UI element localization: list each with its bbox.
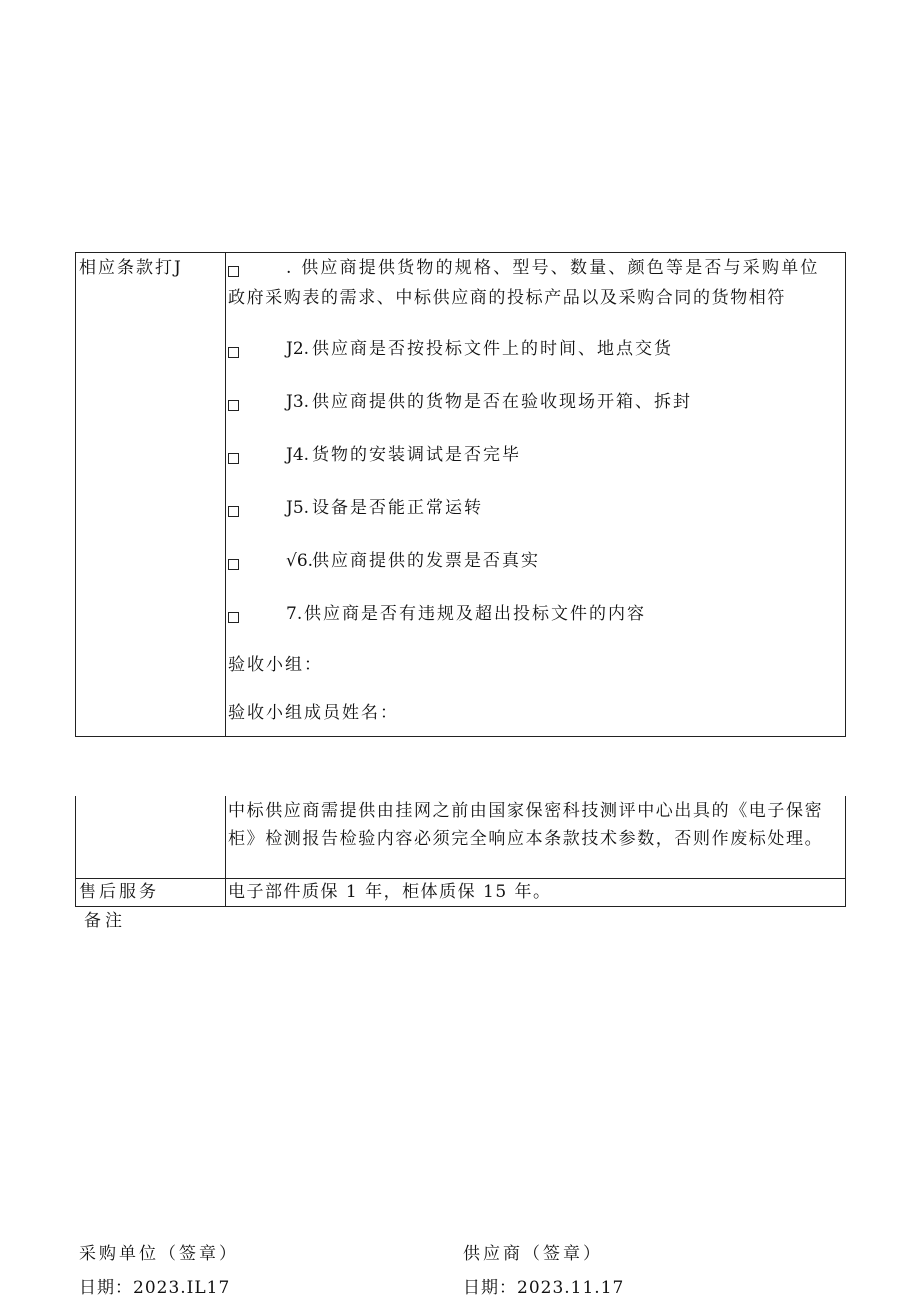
item-6-prefix: √6. — [286, 551, 314, 571]
table2-left-border — [75, 796, 76, 907]
item-7-prefix: 7. — [286, 604, 303, 624]
table2-divider — [225, 796, 226, 907]
table2-row-separator — [75, 878, 846, 879]
item-5-text: 设备是否能正常运转 — [312, 498, 483, 518]
after-sales-label: 售后服务 — [79, 882, 159, 902]
remark-label: 备注 — [84, 911, 126, 931]
after-sales-text: 电子部件质保 1 年，柜体质保 15 年。 — [228, 882, 552, 902]
item-1-text-line2: 政府采购表的需求、中标供应商的投标产品以及采购合同的货物相符 — [228, 288, 786, 308]
item-4-text: 货物的安装调试是否完毕 — [312, 445, 521, 465]
supplier-date: 日期：2023.11.17 — [463, 1278, 625, 1298]
checkbox-item-7[interactable] — [228, 612, 239, 623]
item-1-text-line1: . 供应商提供货物的规格、型号、数量、颜色等是否与采购单位 — [286, 258, 820, 278]
table1-bottom-border — [75, 736, 846, 737]
item-6-text: 供应商提供的发票是否真实 — [312, 551, 540, 571]
acceptance-group-label: 验收小组： — [228, 655, 323, 675]
buyer-date: 日期：2023.IL17 — [79, 1278, 231, 1298]
item-3-text: 供应商提供的货物是否在验收现场开箱、拆封 — [312, 392, 692, 412]
item-2-prefix: J2. — [286, 339, 310, 359]
table1-top-border — [75, 252, 846, 253]
item-5-prefix: J5. — [286, 498, 310, 518]
item-2-text: 供应商是否按投标文件上的时间、地点交货 — [312, 339, 673, 359]
acceptance-members-label: 验收小组成员姓名： — [228, 703, 399, 723]
supplier-signature-label: 供应商（签章） — [463, 1244, 603, 1264]
item-3-prefix: J3. — [286, 392, 310, 412]
checkbox-item-5[interactable] — [228, 506, 239, 517]
table1-divider — [225, 252, 226, 737]
buyer-signature-label: 采购单位（签章） — [79, 1244, 239, 1264]
table1-left-label: 相应条款打J — [79, 258, 183, 278]
checkbox-item-4[interactable] — [228, 453, 239, 464]
item-4-prefix: J4. — [286, 445, 310, 465]
tech-requirement-text: 中标供应商需提供由挂网之前由国家保密科技测评中心出具的《电子保密柜》检测报告检验内容必须完全响应本条款技术参数，否则作废标处理。 — [228, 801, 824, 849]
table1-right-border — [845, 252, 846, 737]
item-7-text: 供应商是否有违规及超出投标文件的内容 — [304, 604, 646, 624]
table2-bottom-border — [75, 906, 846, 907]
table2-right-border — [845, 796, 846, 907]
checkbox-item-2[interactable] — [228, 347, 239, 358]
table1-left-border — [75, 252, 76, 737]
checkbox-item-1[interactable] — [228, 266, 239, 277]
checkbox-item-6[interactable] — [228, 559, 239, 570]
checkbox-item-3[interactable] — [228, 400, 239, 411]
